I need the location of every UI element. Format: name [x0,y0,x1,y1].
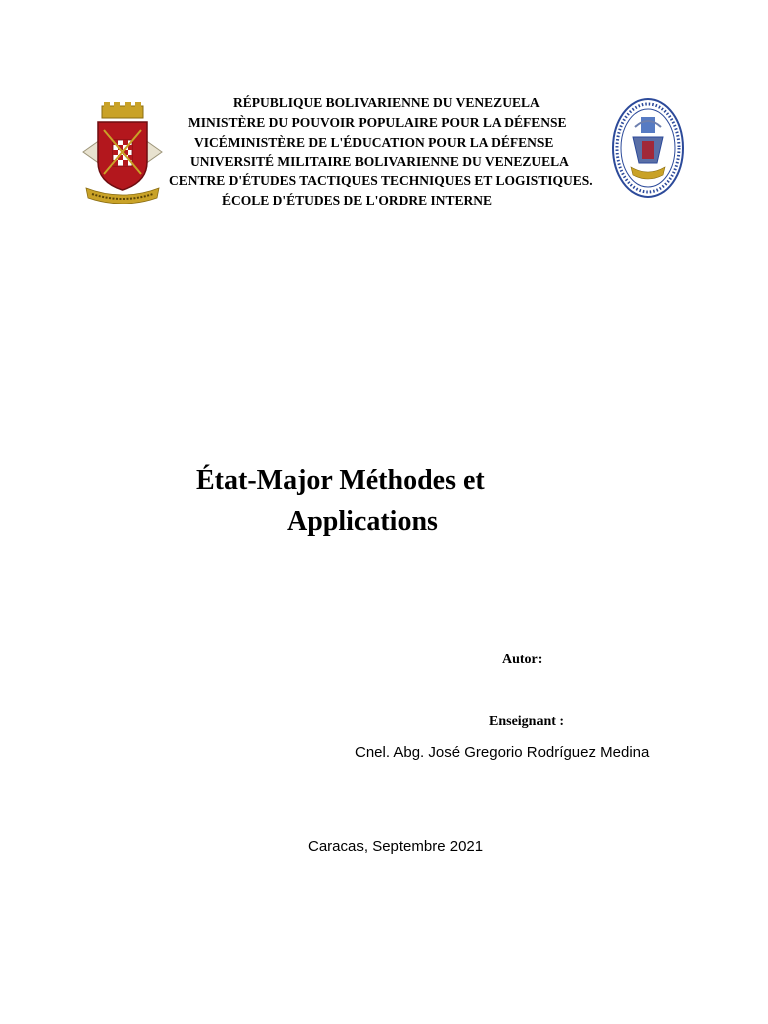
teacher-label: Enseignant : [489,714,565,729]
document-title-line2: Applications [287,506,438,537]
place-date: Caracas, Septembre 2021 [308,838,484,855]
teacher-name: Cnel. Abg. José Gregorio Rodríguez Medina [355,744,650,761]
document-title-line1: État-Major Méthodes et [196,465,485,496]
header-line-university: UNIVERSITÉ MILITAIRE BOLIVARIENNE DU VENEZUELA [190,154,569,169]
header-line-ministry: MINISTÈRE DU POUVOIR POPULAIRE POUR LA DÉFENSE [188,115,567,130]
header-line-viceministry: VICÉMINISTÈRE DE L'ÉDUCATION POUR LA DÉFENSE [194,135,554,150]
coat-of-arms-icon [80,102,165,204]
header-line-republic: RÉPUBLIQUE BOLIVARIENNE DU VENEZUELA [233,95,540,110]
author-label: Autor: [502,652,543,667]
header-line-centre: CENTRE D'ÉTUDES TACTIQUES TECHNIQUES ET LOGISTIQUES. [169,173,593,188]
university-seal-icon [611,97,685,199]
header-line-school: ÉCOLE D'ÉTUDES DE L'ORDRE INTERNE [222,193,493,208]
